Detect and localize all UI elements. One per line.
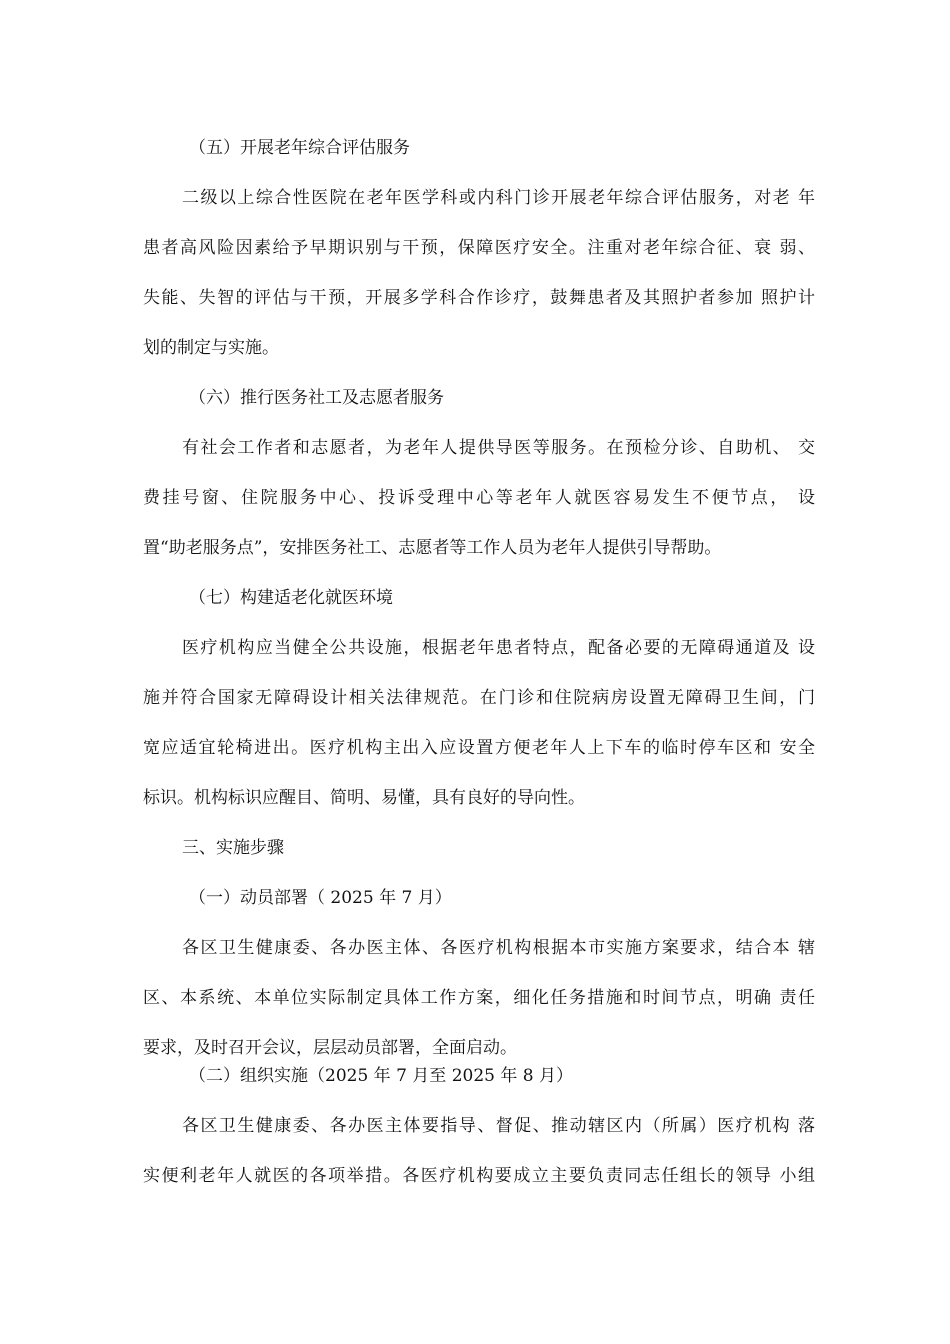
paragraph-line: 宽应适宜轮椅进出。医疗机构主出入应设置方便老年人上下车的临时停车区和 安全	[143, 738, 815, 758]
paragraph-line: 费挂号窗、住院服务中心、投诉受理中心等老年人就医容易发生不便节点， 设	[143, 488, 815, 508]
paragraph-line: 要求，及时召开会议，层层动员部署，全面启动。	[143, 1038, 517, 1058]
section-heading-7: （七）构建适老化就医环境	[189, 588, 393, 608]
paragraph-line: 患者高风险因素给予早期识别与干预，保障医疗安全。注重对老年综合征、衰 弱、	[143, 238, 815, 258]
paragraph-line: 各区卫生健康委、各办医主体、各医疗机构根据本市实施方案要求，结合本 辖	[182, 938, 815, 958]
chapter-heading: 三、实施步骤	[182, 838, 284, 858]
paragraph-line: 置“助老服务点”，安排医务社工、志愿者等工作人员为老年人提供引导帮助。	[143, 538, 722, 558]
paragraph-line: 有社会工作者和志愿者，为老年人提供导医等服务。在预检分诊、自助机、 交	[182, 438, 815, 458]
paragraph-line: 各区卫生健康委、各办医主体要指导、督促、推动辖区内（所属）医疗机构 落	[182, 1116, 815, 1136]
step-heading-1: （一）动员部署（ 2025 年 7 月）	[189, 888, 452, 908]
section-heading-6: （六）推行医务社工及志愿者服务	[189, 388, 444, 408]
paragraph-line: 标识。机构标识应醒目、简明、易懂，具有良好的导向性。	[143, 788, 585, 808]
step-heading-2: （二）组织实施（2025 年 7 月至 2025 年 8 月）	[189, 1066, 573, 1086]
paragraph-line: 施并符合国家无障碍设计相关法律规范。在门诊和住院病房设置无障碍卫生间，门	[143, 688, 815, 708]
paragraph-line: 医疗机构应当健全公共设施，根据老年患者特点，配备必要的无障碍通道及 设	[182, 638, 815, 658]
paragraph-line: 实便利老年人就医的各项举措。各医疗机构要成立主要负责同志任组长的领导 小组	[143, 1166, 815, 1186]
paragraph-line: 区、本系统、本单位实际制定具体工作方案，细化任务措施和时间节点，明确 责任	[143, 988, 815, 1008]
paragraph-line: 失能、失智的评估与干预，开展多学科合作诊疗，鼓舞患者及其照护者参加 照护计	[143, 288, 815, 308]
section-heading-5: （五）开展老年综合评估服务	[189, 138, 410, 158]
paragraph-line: 划的制定与实施。	[143, 338, 279, 358]
paragraph-line: 二级以上综合性医院在老年医学科或内科门诊开展老年综合评估服务，对老 年	[182, 188, 815, 208]
